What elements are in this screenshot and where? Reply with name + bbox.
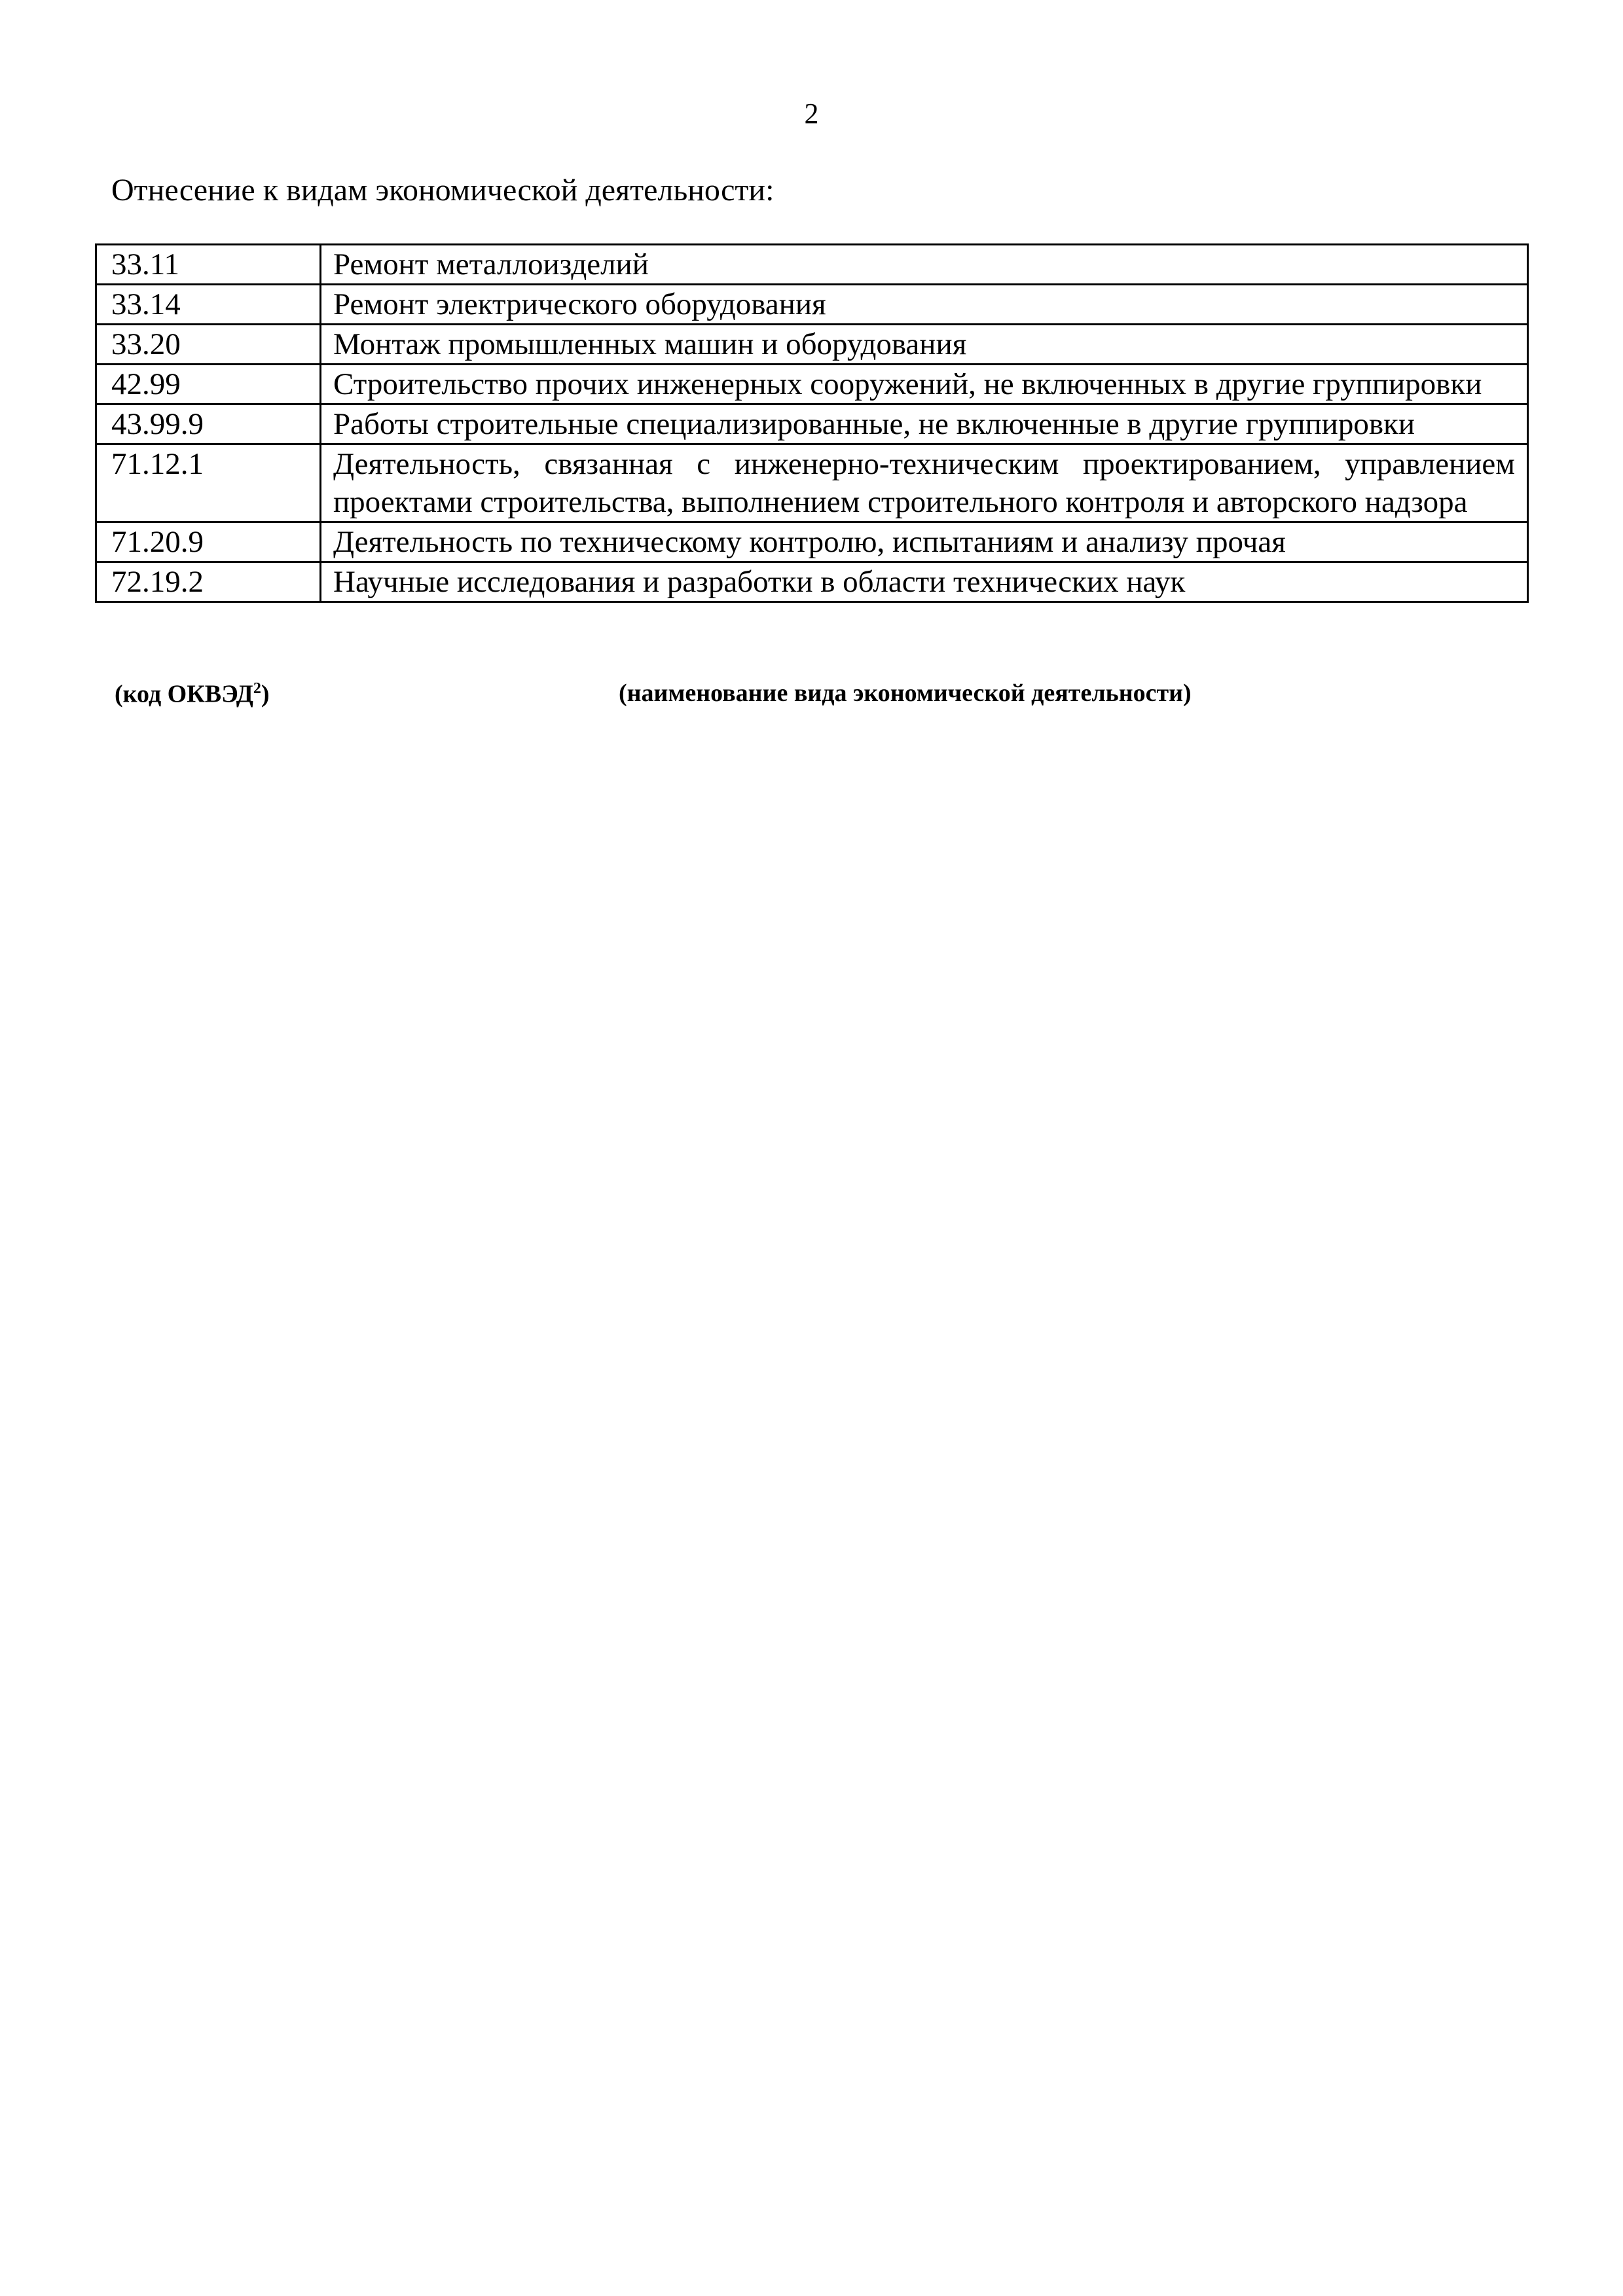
activity-name-cell: Деятельность по техническому контролю, испытаниям и анализу прочая — [321, 522, 1528, 562]
okved-code-cell: 42.99 — [96, 365, 321, 404]
section-heading: Отнесение к видам экономической деятельности: — [111, 173, 775, 207]
okved-code-cell: 72.19.2 — [96, 562, 321, 602]
okved-code-cell: 33.20 — [96, 325, 321, 365]
activity-name-cell: Ремонт металлоизделий — [321, 245, 1528, 285]
okved-table-body — [96, 245, 1528, 602]
code-column-caption — [115, 681, 270, 707]
footnote-marker: 2 — [253, 680, 261, 697]
code-caption-label: (код ОКВЭД — [115, 680, 253, 708]
page-number: 2 — [804, 98, 819, 130]
okved-table — [95, 243, 1529, 603]
table-row — [96, 245, 1528, 285]
table-row — [96, 325, 1528, 365]
table-row — [96, 562, 1528, 602]
okved-code-cell: 71.12.1 — [96, 444, 321, 522]
table-row — [96, 404, 1528, 444]
name-column-caption: (наименование вида экономической деятельности) — [619, 679, 1192, 707]
table-row — [96, 522, 1528, 562]
table-row — [96, 444, 1528, 522]
activity-name-cell: Деятельность, связанная с инженерно-техническим проектированием, управлением проектами строительства, выполнением строительного контроля и авторского надзора — [321, 444, 1528, 522]
activity-name-cell: Монтаж промышленных машин и оборудования — [321, 325, 1528, 365]
activity-name-cell: Ремонт электрического оборудования — [321, 285, 1528, 325]
activity-name-cell: Научные исследования и разработки в области технических наук — [321, 562, 1528, 602]
code-caption-close: ) — [261, 680, 270, 708]
okved-code-cell: 33.11 — [96, 245, 321, 285]
activity-name-cell: Строительство прочих инженерных сооружений, не включенных в другие группировки — [321, 365, 1528, 404]
table-row — [96, 285, 1528, 325]
okved-code-cell: 33.14 — [96, 285, 321, 325]
activity-name-cell: Работы строительные специализированные, не включенные в другие группировки — [321, 404, 1528, 444]
okved-code-cell: 71.20.9 — [96, 522, 321, 562]
okved-code-cell: 43.99.9 — [96, 404, 321, 444]
table-row — [96, 365, 1528, 404]
